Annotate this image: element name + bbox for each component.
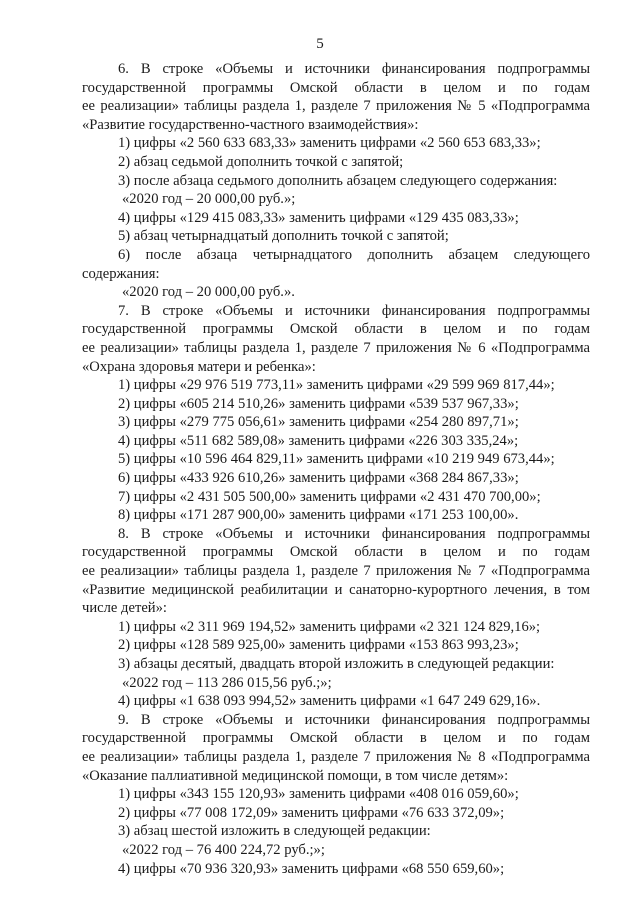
text-line: «Развитие государственно-частного взаимодействия»: [82, 116, 419, 133]
text-line: 6. В строке «Объемы и источники финансирования подпрограммы [118, 61, 590, 77]
text-line: 9. В строке «Объемы и источники финансирования подпрограммы [118, 711, 590, 728]
text-line: 8) цифры «171 287 900,00» заменить цифрами «171 253 100,00». [118, 507, 519, 524]
text-line: 6) цифры «433 926 610,26» заменить цифрами «368 284 867,33»; [118, 470, 519, 487]
text-line: 1) цифры «2 560 633 683,33» заменить цифрами «2 560 653 683,33»; [118, 135, 541, 152]
text-line: 4) цифры «1 638 093 994,52» заменить цифрами «1 647 249 629,16». [118, 693, 541, 710]
text-line: 4) цифры «70 936 320,93» заменить цифрами «68 550 659,60»; [118, 860, 505, 877]
text-line: государственной программы Омской области в целом и по годам [82, 544, 590, 561]
text-line: 1) цифры «343 155 120,93» заменить цифрами «408 016 059,60»; [118, 786, 519, 803]
text-line: «Развитие медицинской реабилитации и санаторно-курортного лечения, в том [82, 581, 590, 598]
text-line: 2) цифры «128 589 925,00» заменить цифрами «153 863 993,23»; [118, 637, 519, 654]
text-line: 3) абзац шестой изложить в следующей редакции: [118, 823, 431, 840]
text-line: «2022 год – 113 286 015,56 руб.;»; [122, 674, 332, 691]
text-line: ее реализации» таблицы раздела 1, разделе 7 приложения № 7 «Подпрограмма [82, 563, 590, 580]
text-line: 6) после абзаца четырнадцатого дополнить абзацем следующего [118, 246, 590, 263]
text-line: 5) цифры «10 596 464 829,11» заменить цифрами «10 219 949 673,44»; [118, 451, 555, 468]
text-line: «2020 год – 20 000,00 руб.». [122, 284, 295, 301]
text-line: 3) после абзаца седьмого дополнить абзацем следующего содержания: [118, 172, 558, 189]
text-line: 2) цифры «77 008 172,09» заменить цифрами «76 633 372,09»; [118, 804, 505, 821]
text-line: ее реализации» таблицы раздела 1, разделе 7 приложения № 5 «Подпрограмма [82, 98, 590, 115]
page-number: 5 [316, 36, 324, 52]
text-line: числе детей»: [82, 600, 167, 617]
text-line: 7) цифры «2 431 505 500,00» заменить цифрами «2 431 470 700,00»; [118, 488, 541, 505]
text-line: 2) абзац седьмой дополнить точкой с запятой; [118, 153, 404, 170]
text-line: 3) абзацы десятый, двадцать второй изложить в следующей редакции: [118, 656, 555, 672]
text-line: «2022 год – 76 400 224,72 руб.;»; [122, 841, 325, 858]
text-line: содержания: [82, 265, 160, 282]
text-line: «Оказание паллиативной медицинской помощи, в том числе детям»: [82, 767, 509, 784]
text-line: «Охрана здоровья матери и ребенка»: [82, 358, 316, 375]
text-line: 1) цифры «29 976 519 773,11» заменить цифрами «29 599 969 817,44»; [118, 377, 555, 394]
text-line: государственной программы Омской области в целом и по годам [82, 730, 590, 747]
text-line: 3) цифры «279 775 056,61» заменить цифрами «254 280 897,71»; [118, 414, 519, 431]
text-line: 1) цифры «2 311 969 194,52» заменить цифрами «2 321 124 829,16»; [118, 618, 541, 635]
text-line: 8. В строке «Объемы и источники финансирования подпрограммы [118, 525, 590, 542]
text-line: государственной программы Омской области в целом и по годам [82, 79, 590, 96]
text-line: 2) цифры «605 214 510,26» заменить цифрами «539 537 967,33»; [118, 395, 519, 412]
text-line: «2020 год – 20 000,00 руб.»; [122, 191, 296, 208]
document-body [82, 60, 590, 878]
text-line: 4) цифры «129 415 083,33» заменить цифрами «129 435 083,33»; [118, 209, 519, 226]
text-line: 5) абзац четырнадцатый дополнить точкой с запятой; [118, 228, 449, 245]
text-line: 4) цифры «511 682 589,08» заменить цифрами «226 303 335,24»; [118, 432, 519, 449]
text-line: ее реализации» таблицы раздела 1, разделе 7 приложения № 8 «Подпрограмма [82, 748, 590, 765]
text-line: государственной программы Омской области в целом и по годам [82, 321, 590, 338]
text-line: ее реализации» таблицы раздела 1, разделе 7 приложения № 6 «Подпрограмма [82, 339, 590, 356]
text-line: 7. В строке «Объемы и источники финансирования подпрограммы [118, 302, 590, 319]
